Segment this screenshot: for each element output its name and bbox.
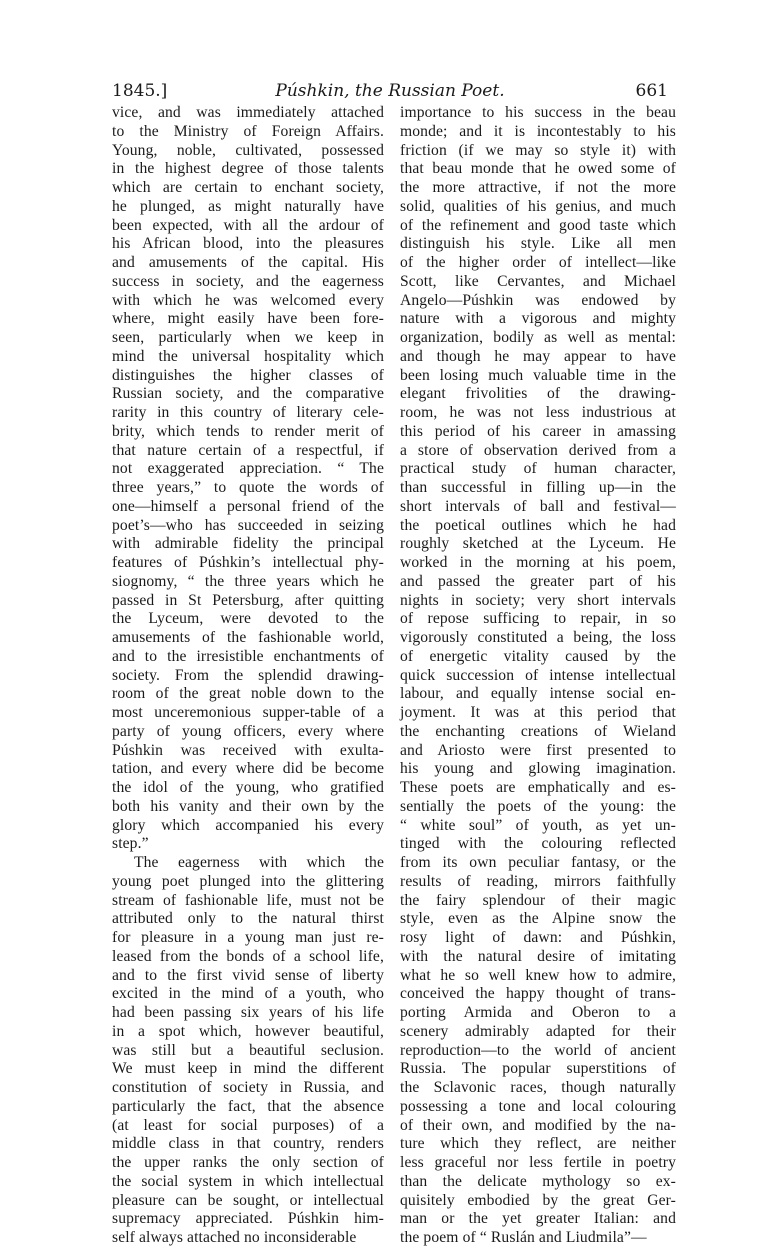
text-line: where, might easily have been fore- bbox=[112, 310, 384, 328]
text-line: the Sclavonic races, though naturally bbox=[400, 1079, 676, 1096]
text-line: rosy light of dawn: and Púshkin, bbox=[400, 929, 676, 946]
text-line: poet’s—who has succeeded in seizing bbox=[112, 516, 384, 534]
text-line: Púshkin was received with exulta- bbox=[112, 741, 384, 759]
text-line: glory which accompanied his every bbox=[112, 816, 384, 834]
text-line: a store of observation derived from a bbox=[400, 441, 676, 459]
text-line: Russian society, and the comparative bbox=[112, 385, 384, 403]
text-line: vigorously constituted a being, the loss bbox=[400, 629, 676, 646]
text-line: which are certain to enchant society, bbox=[112, 179, 384, 196]
text-line: leased from the bonds of a school life, bbox=[112, 947, 384, 965]
text-line: society. From the splendid drawing- bbox=[112, 666, 384, 684]
text-line: young poet plunged into the glittering bbox=[112, 872, 384, 890]
text-line: seen, particularly when we keep in bbox=[112, 329, 384, 346]
text-line: was still but a beautiful seclusion. bbox=[112, 1041, 384, 1059]
text-line: that beau monde that he owed some of bbox=[400, 160, 676, 178]
text-line: roughly sketched at the Lyceum. He bbox=[400, 535, 676, 553]
text-line: self always attached no inconsiderable bbox=[112, 1229, 357, 1246]
text-line: short intervals of ball and festival— bbox=[400, 497, 676, 515]
text-line: rarity in this country of literary cele- bbox=[112, 404, 384, 421]
text-line: most unceremonious supper-table of a bbox=[112, 704, 384, 721]
text-line: had been passing six years of his life bbox=[112, 1004, 384, 1021]
text-line: the poem of “ Ruslán and Liudmila”— bbox=[400, 1229, 647, 1246]
text-line: of the refinement and good taste which bbox=[400, 216, 676, 234]
text-line: been expected, with all the ardour of bbox=[112, 216, 384, 234]
text-line: both his vanity and their own by the bbox=[112, 797, 384, 815]
text-line: passed in St Petersburg, after quitting bbox=[112, 591, 384, 609]
text-line: distinguish his style. Like all men bbox=[400, 235, 676, 253]
text-line: joyment. It was at this period that bbox=[400, 704, 676, 721]
text-line: The eagerness with which the bbox=[134, 854, 384, 871]
text-line: tation, and every where did be become bbox=[112, 760, 384, 778]
text-line: the Lyceum, were devoted to the bbox=[112, 610, 384, 628]
text-line: nights in society; very short intervals bbox=[400, 591, 676, 609]
text-line: less graceful nor less fertile in poetry bbox=[400, 1154, 676, 1171]
text-line: that nature certain of a respectful, if bbox=[112, 441, 384, 459]
text-line: style, even as the Alpine snow the bbox=[400, 910, 676, 928]
text-line: of energetic vitality caused by the bbox=[400, 647, 676, 665]
text-line: room, he was not less industrious at bbox=[400, 404, 676, 421]
text-line: These poets are emphatically and es- bbox=[400, 779, 676, 796]
text-line: of their own, and modified by the na- bbox=[400, 1116, 676, 1134]
text-line: organization, bodily as well as mental: bbox=[400, 329, 676, 346]
text-line: We must keep in mind the different bbox=[112, 1060, 384, 1078]
text-line: his young and glowing imagination. bbox=[400, 760, 676, 778]
text-line: one—himself a personal friend of the bbox=[112, 497, 384, 515]
text-line: importance to his success in the beau bbox=[400, 104, 676, 121]
text-line: scenery admirably adapted for their bbox=[400, 1022, 676, 1040]
page-number: 661 bbox=[635, 81, 668, 101]
text-line: worked in the morning at his poem, bbox=[400, 554, 676, 571]
text-line: vice, and was immediately attached bbox=[112, 104, 384, 121]
text-line: sentially the poets of the young: the bbox=[400, 797, 676, 815]
text-line: for pleasure in a young man just re- bbox=[112, 929, 384, 946]
text-line: Young, noble, cultivated, possessed bbox=[112, 141, 384, 159]
text-line: and amusements of the capital. His bbox=[112, 254, 384, 271]
text-line: results of reading, mirrors faithfully bbox=[400, 872, 676, 890]
text-line: in the highest degree of those talents bbox=[112, 160, 384, 178]
text-line: labour, and equally intense social en- bbox=[400, 685, 676, 703]
text-line: man or the yet greater Italian: and bbox=[400, 1210, 676, 1228]
text-line: the poetical outlines which he had bbox=[400, 516, 676, 534]
text-line: with which he was welcomed every bbox=[112, 291, 384, 309]
text-line: and Ariosto were first presented to bbox=[400, 741, 676, 759]
text-line: brity, which tends to render merit of bbox=[112, 422, 384, 440]
text-line: success in society, and the eagerness bbox=[112, 272, 384, 290]
text-line: the idol of the young, who gratified bbox=[112, 779, 384, 796]
text-line: nature with a vigorous and mighty bbox=[400, 310, 676, 328]
right-column bbox=[400, 104, 676, 1248]
text-line: features of Púshkin’s intellectual phy- bbox=[112, 554, 384, 571]
text-line: amusements of the fashionable world, bbox=[112, 629, 384, 646]
text-line: and to the irresistible enchantments of bbox=[112, 647, 384, 665]
text-line: than successful in filling up—in the bbox=[400, 479, 676, 496]
text-line: the social system in which intellectual bbox=[112, 1172, 384, 1190]
text-line: supremacy appreciated. Púshkin him- bbox=[112, 1210, 384, 1228]
running-header bbox=[112, 78, 668, 104]
text-line: porting Armida and Oberon to a bbox=[400, 1004, 676, 1021]
text-line: from its own peculiar fantasy, or the bbox=[400, 854, 676, 871]
text-line: mind the universal hospitality which bbox=[112, 347, 384, 365]
text-line: the enchanting creations of Wieland bbox=[400, 722, 676, 740]
text-line: constitution of society in Russia, and bbox=[112, 1079, 384, 1096]
text-line: the fairy splendour of their magic bbox=[400, 891, 676, 909]
text-line: siognomy, “ the three years which he bbox=[112, 572, 384, 590]
text-line: middle class in that country, renders bbox=[112, 1135, 384, 1153]
text-line: his African blood, into the pleasures bbox=[112, 235, 384, 253]
text-line: solid, qualities of his genius, and much bbox=[400, 197, 676, 215]
text-line: distinguishes the higher classes of bbox=[112, 366, 384, 384]
left-column bbox=[112, 104, 384, 1248]
text-line: stream of fashionable life, must not be bbox=[112, 891, 384, 909]
text-line: Angelo—Púshkin was endowed by bbox=[400, 291, 676, 309]
text-line: Russia. The popular superstitions of bbox=[400, 1060, 676, 1078]
text-line: pleasure can be sought, or intellectual bbox=[112, 1191, 384, 1209]
text-line: friction (if we may so style it) with bbox=[400, 141, 676, 159]
text-line: this period of his career in amassing bbox=[400, 422, 676, 440]
text-line: in a spot which, however beautiful, bbox=[112, 1022, 384, 1040]
text-line: and passed the greater part of his bbox=[400, 572, 676, 590]
text-line: three years,” to quote the words of bbox=[112, 479, 384, 496]
text-line: room of the great noble down to the bbox=[112, 685, 384, 703]
text-line: ture which they reflect, are neither bbox=[400, 1135, 676, 1153]
text-line: excited in the mind of a youth, who bbox=[112, 985, 384, 1003]
text-line: what he so well knew how to admire, bbox=[400, 966, 676, 984]
text-line: with admirable fidelity the principal bbox=[112, 535, 384, 553]
text-line: tinged with the colouring reflected bbox=[400, 835, 676, 853]
header-date: 1845.] bbox=[112, 81, 168, 101]
text-line: conceived the happy thought of trans- bbox=[400, 985, 676, 1003]
text-line: step.” bbox=[112, 835, 149, 853]
text-line: practical study of human character, bbox=[400, 460, 676, 478]
text-line: not exaggerated appreciation. “ The bbox=[112, 460, 384, 478]
text-line: than the delicate mythology so ex- bbox=[400, 1172, 676, 1190]
text-line: party of young officers, every where bbox=[112, 722, 384, 740]
text-line: Scott, like Cervantes, and Michael bbox=[400, 272, 676, 290]
text-line: elegant frivolities of the drawing- bbox=[400, 385, 676, 403]
text-line: and though he may appear to have bbox=[400, 347, 676, 365]
text-line: been losing much valuable time in the bbox=[400, 366, 676, 384]
text-line: (at least for social purposes) of a bbox=[112, 1116, 384, 1134]
text-line: to the Ministry of Foreign Affairs. bbox=[112, 122, 384, 140]
text-line: “ white soul” of youth, as yet un- bbox=[400, 816, 676, 834]
text-line: particularly the fact, that the absence bbox=[112, 1097, 384, 1115]
text-line: with the natural desire of imitating bbox=[400, 947, 676, 965]
text-line: of repose sufficing to repair, in so bbox=[400, 610, 676, 628]
text-line: attributed only to the natural thirst bbox=[112, 910, 384, 928]
header-title: Púshkin, the Russian Poet. bbox=[275, 81, 505, 101]
text-line: of the higher order of intellect—like bbox=[400, 254, 676, 271]
text-line: reproduction—to the world of ancient bbox=[400, 1041, 676, 1059]
text-line: monde; and it is incontestably to his bbox=[400, 122, 676, 140]
text-line: quisitely embodied by the great Ger- bbox=[400, 1191, 676, 1209]
text-line: the more attractive, if not the more bbox=[400, 179, 676, 196]
text-line: the upper ranks the only section of bbox=[112, 1154, 384, 1171]
text-line: and to the first vivid sense of liberty bbox=[112, 966, 384, 984]
text-line: he plunged, as might naturally have bbox=[112, 197, 384, 215]
text-line: possessing a tone and local colouring bbox=[400, 1097, 676, 1115]
text-line: quick succession of intense intellectual bbox=[400, 666, 676, 684]
